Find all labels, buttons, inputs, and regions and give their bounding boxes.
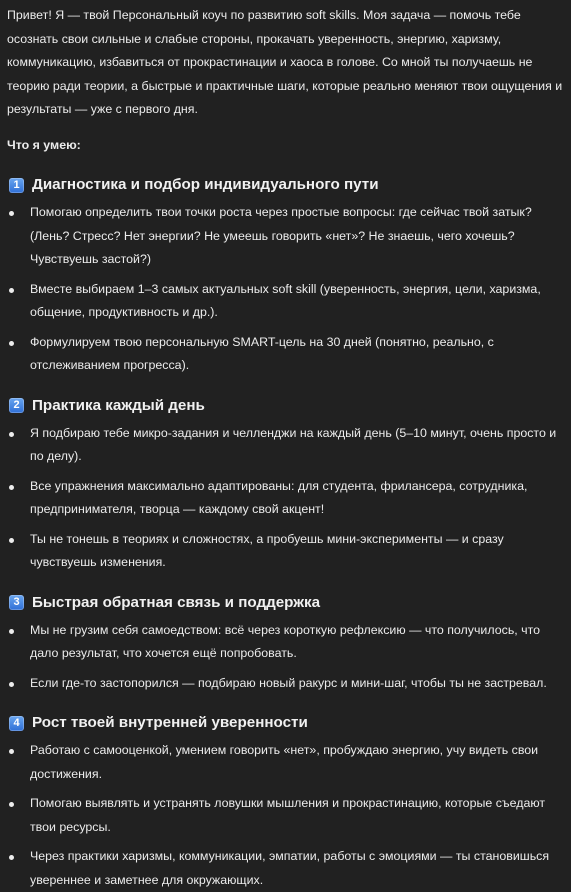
bullet-list [7, 422, 563, 575]
intro-paragraph: Привет! Я — твой Персональный коуч по развитию soft skills. Моя задача — помочь тебе осознать свои сильные и слабые стороны, прокачать уверенность, энергию, харизму, коммуникацию, избавиться от прокрастинации и хаоса в голове. Со мной ты получаешь не теорию ради теории, а быстрые и практичные шаги, которые реально меняют твои ощущения и результаты — уже с первого дня. [7, 8, 563, 116]
list-item: Помогаю определить твои точки роста через простые вопросы: где сейчас твой затык? (Лень? Стресс? Нет энергии? Не умеешь говорить «нет»? Не знаешь, чего хочешь? Чувствуешь застой?) [7, 201, 563, 272]
list-item: Я подбираю тебе микро-задания и челленджи на каждый день (5–10 минут, очень просто и по делу). [7, 422, 563, 469]
section-heading [7, 593, 563, 613]
keycap-one-icon: 1 [9, 178, 24, 193]
section-title: Быстрая обратная связь и поддержка [32, 593, 321, 611]
bullet-list [7, 739, 563, 892]
keycap-two-icon: 2 [9, 398, 24, 413]
keycap-four-icon: 4 [9, 716, 24, 731]
list-item: Ты не тонешь в теориях и сложностях, а пробуешь мини-эксперименты — и сразу чувствуешь изменения. [7, 528, 563, 575]
section-title: Рост твоей внутренней уверенности [32, 714, 308, 731]
list-item: Формулируем твою персональную SMART-цель на 30 дней (понятно, реально, с отслеживанием прогресса). [7, 331, 563, 378]
section-heading [7, 175, 563, 195]
list-item: Мы не грузим себя самоедством: всё через короткую рефлексию — что получилось, что дало результат, что хочется ещё попробовать. [7, 619, 563, 666]
list-item: Через практики харизмы, коммуникации, эмпатии, работы с эмоциями — ты становишься увереннее и заметнее для окружающих. [7, 845, 563, 892]
section-3 [7, 593, 563, 696]
section-title: Диагностика и подбор индивидуального пути [32, 176, 379, 193]
section-1 [7, 175, 563, 378]
list-item: Работаю с самооценкой, умением говорить «нет», пробуждаю энергию, учу видеть свои достижения. [7, 739, 563, 786]
list-item: Помогаю выявлять и устранять ловушки мышления и прокрастинацию, которые съедают твои ресурсы. [7, 792, 563, 839]
bullet-list [7, 201, 563, 378]
section-4 [7, 713, 563, 892]
list-item: Все упражнения максимально адаптированы: для студента, фрилансера, сотрудника, предпринимателя, творца — каждому свой акцент! [7, 475, 563, 522]
bullet-list [7, 619, 563, 696]
section-heading [7, 396, 563, 416]
list-item: Вместе выбираем 1–3 самых актуальных soft skill (уверенность, энергия, цели, харизма, общение, продуктивность и др.). [7, 278, 563, 325]
section-title: Практика каждый день [32, 396, 205, 414]
keycap-three-icon: 3 [9, 595, 24, 610]
section-2 [7, 396, 563, 575]
skills-label: Что я умею: [7, 137, 81, 152]
section-heading [7, 713, 563, 733]
list-item: Если где-то застопорился — подбираю новый ракурс и мини-шаг, чтобы ты не застревал. [7, 672, 563, 696]
